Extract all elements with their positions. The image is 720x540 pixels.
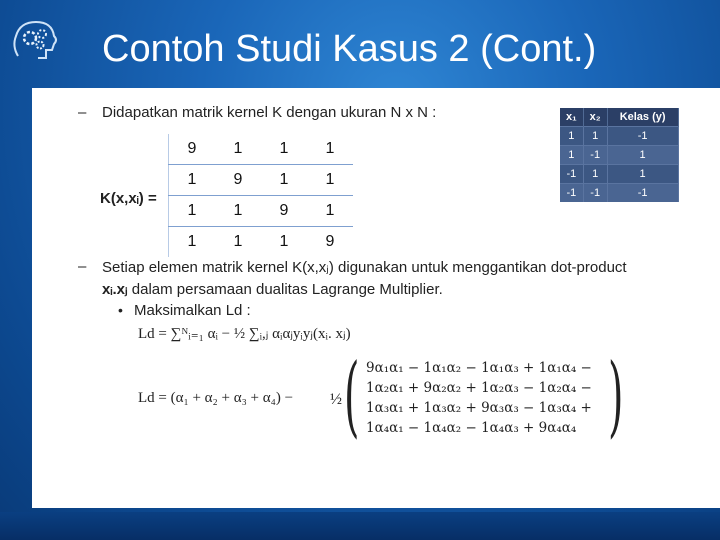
dot-product-term: xᵢ.xⱼ xyxy=(102,281,128,298)
column-header: x₂ xyxy=(583,108,607,127)
table-row xyxy=(560,127,678,146)
table-row xyxy=(560,146,678,165)
table-row xyxy=(560,184,678,203)
matrix-cell: 1 xyxy=(233,233,243,250)
matrix-row xyxy=(169,165,354,196)
matrix-cell: 1 xyxy=(187,233,197,250)
matrix-cell: 9 xyxy=(215,165,261,196)
matrix-cell: 1 xyxy=(261,165,307,196)
table-cell: -1 xyxy=(583,146,607,165)
kernel-matrix xyxy=(168,134,353,257)
dash-bullet: – xyxy=(78,104,87,121)
matrix-cell: 1 xyxy=(215,196,261,227)
equation-line-1: 9α₁α₁ − 1α₁α₂ − 1α₁α₃ + 1α₁α₄ − xyxy=(366,360,592,376)
right-bracket: ) xyxy=(608,344,624,447)
dash-bullet: – xyxy=(78,258,87,275)
table-cell: 1 xyxy=(583,165,607,184)
left-bracket: ( xyxy=(344,344,360,447)
matrix-cell: 9 xyxy=(261,196,307,227)
footer-bar xyxy=(0,512,720,540)
matrix-row xyxy=(169,196,354,227)
matrix-cell: 1 xyxy=(169,165,216,196)
matrix-cell: 1 xyxy=(307,134,353,165)
table-cell: -1 xyxy=(560,184,583,203)
table-cell: 1 xyxy=(560,146,583,165)
table-cell: 1 xyxy=(607,146,678,165)
bullet-text-1: Didapatkan matrik kernel K dengan ukuran N x N : xyxy=(102,104,437,121)
brain-gears-icon xyxy=(8,16,64,66)
matrix-row xyxy=(169,227,354,258)
matrix-cell: 1 xyxy=(307,165,353,196)
matrix-cell: 1 xyxy=(307,196,353,227)
table-cell: -1 xyxy=(560,165,583,184)
kernel-label: K(x,xᵢ) = xyxy=(100,190,157,207)
sub-bullet-dot: • xyxy=(118,302,123,318)
matrix-cell: 1 xyxy=(169,196,216,227)
equation-line-3: 1α₃α₁ + 1α₃α₂ + 9α₃α₃ − 1α₃α₄ + xyxy=(366,400,592,416)
table-cell: 1 xyxy=(583,127,607,146)
matrix-cell: 1 xyxy=(215,134,261,165)
training-data-table xyxy=(560,108,679,202)
matrix-cell: 1 xyxy=(261,134,307,165)
equation-line-4: 1α₄α₁ − 1α₄α₂ − 1α₄α₃ + 9α₄α₄ xyxy=(366,420,577,436)
table-cell: -1 xyxy=(607,184,678,203)
table-row xyxy=(560,165,678,184)
sub-bullet-text: Maksimalkan Ld : xyxy=(134,302,251,319)
matrix-row xyxy=(169,134,354,165)
formula-ld-left: Ld = (α₁ + α₂ + α₃ + α₄) − xyxy=(138,390,294,406)
bullet-text-2-rest: dalam persamaan dualitas Lagrange Multiplier. xyxy=(127,281,443,298)
matrix-cell: 9 xyxy=(325,233,335,250)
column-header: Kelas (y) xyxy=(607,108,678,127)
matrix-cell: 1 xyxy=(279,233,289,250)
table-cell: -1 xyxy=(583,184,607,203)
bullet-text-2: Setiap elemen matrik kernel K(x,xⱼ) digunakan untuk menggantikan dot-product xyxy=(102,259,627,276)
table-header-row xyxy=(560,108,678,127)
table-cell: -1 xyxy=(607,127,678,146)
half-fraction: ½ xyxy=(330,391,342,408)
formula-ld-general: Ld = ∑ᴺᵢ₌₁ αᵢ − ½ ∑ᵢ,ⱼ αᵢαⱼyᵢyⱼ(xᵢ. xⱼ) xyxy=(138,326,351,342)
page-title: Contoh Studi Kasus 2 (Cont.) xyxy=(102,28,597,70)
column-header: x₁ xyxy=(560,108,583,127)
bullet-text-2b xyxy=(102,280,443,298)
table-cell: 1 xyxy=(560,127,583,146)
matrix-cell: 9 xyxy=(169,134,216,165)
equation-line-2: 1α₂α₁ + 9α₂α₂ + 1α₂α₃ − 1α₂α₄ − xyxy=(366,380,592,396)
table-cell: 1 xyxy=(607,165,678,184)
